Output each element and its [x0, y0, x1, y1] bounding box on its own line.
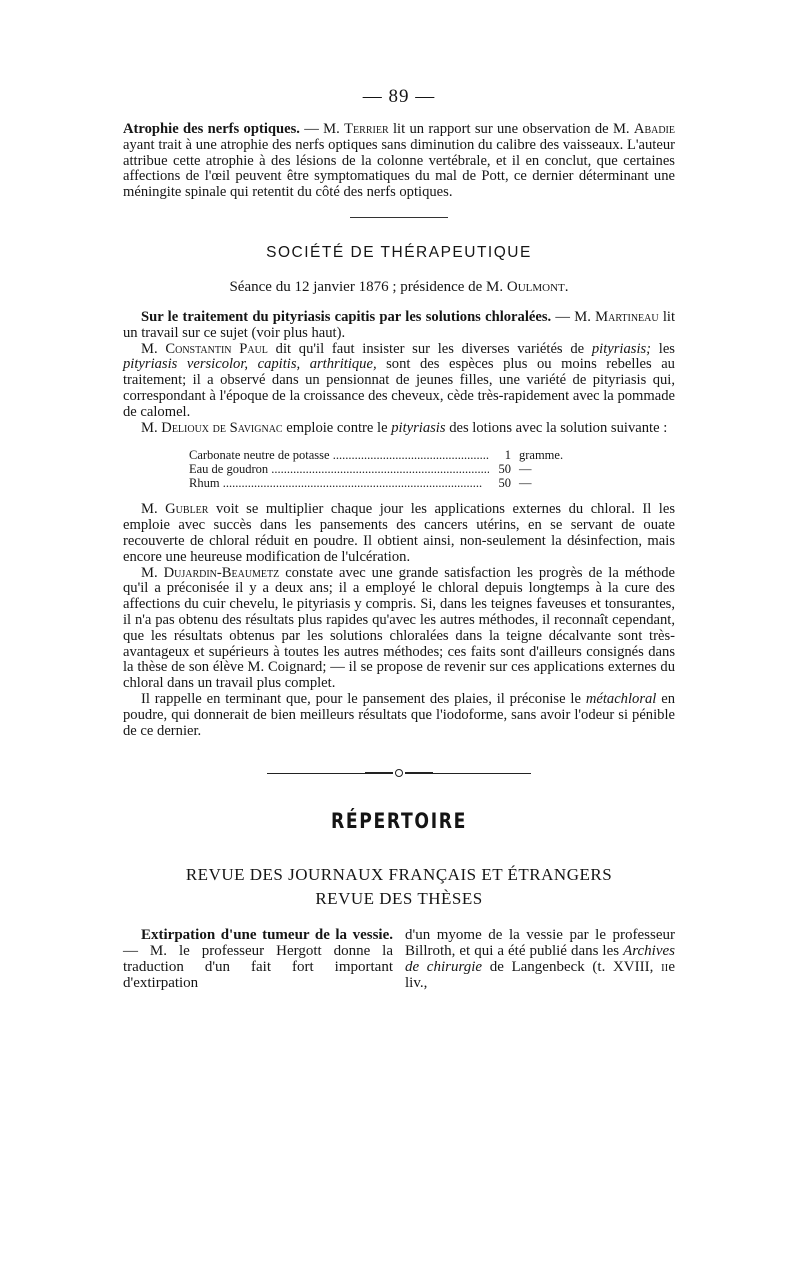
delioux-text-b: des lotions avec la solution suivante :	[445, 419, 668, 436]
author-gubler: Gubler	[165, 501, 209, 518]
constantin-paragraph	[123, 342, 675, 421]
extirpation-paragraph	[123, 927, 393, 991]
page	[123, 86, 675, 991]
recipe-qty: 50	[498, 476, 511, 491]
delioux-text-a: emploie contre le	[282, 419, 392, 436]
dujardin-text: constate avec une grande satisfaction les progrès de la méthode qu'il a préconisée il y a deux ans; il a employé le chloral depuis longtemps à la cure des affections du cuir chevelu, le pityriasis y compris. Si, dans les teignes faveuses et tonsurantes, il n'a pas obtenu des résultats plus rapides qu'avec les autres méthodes, il reconnaît cependant, que les résultats obtenus par les solutions chloralées dans la teigne décalvante sont très-avantageux et supérieurs à toutes les autres méthodes; ces faits sont d'ailleurs consignés dans la thèse de son élève M. Coignard; — il se propose de revenir sur ces applications externes du chloral dans un travail plus complet.	[123, 564, 675, 692]
ornament-circle	[395, 769, 403, 777]
dujardin-m: M.	[141, 564, 164, 581]
revue-journaux-heading: REVUE DES JOURNAUX FRANÇAIS ET ÉTRANGERS	[185, 865, 613, 885]
two-column-section	[123, 927, 675, 991]
extirpation-continued	[405, 927, 675, 991]
extirpation-text: — M. le professeur Hergott donne la traduction d'un fait fort important d'extirpation	[123, 943, 393, 992]
extirpation-col2-italic: Archives de chirurgie	[405, 943, 675, 976]
constantin-m: M.	[141, 340, 166, 357]
recipe-unit: gramme.	[519, 448, 564, 463]
pityriasis-text: lit un travail sur ce sujet (voir plus haut).	[123, 308, 676, 341]
ornament-swell-right	[405, 772, 433, 774]
revue-theses-heading: REVUE DES THÈSES	[315, 889, 483, 909]
author-martineau: Martineau	[595, 308, 659, 325]
recipe-unit: —	[519, 462, 532, 477]
page-number: — 89 —	[362, 86, 436, 107]
pityriasis-title: Sur le traitement du pityriasis capitis par les solutions chloralées.	[141, 308, 552, 325]
constantin-italic-2: pityriasis versicolor, capitis, arthritique,	[123, 356, 377, 373]
atrophie-title: Atrophie des nerfs optiques.	[123, 121, 300, 137]
constantin-text-a: dit qu'il faut insister sur les diverses variétés de	[267, 340, 592, 357]
president-name: Oulmont	[506, 278, 565, 295]
pityriasis-paragraph	[123, 310, 675, 342]
society-title: SOCIÉTÉ DE THÉRAPEUTIQUE	[266, 243, 532, 261]
gubler-text: voit se multiplier chaque jour les applications externes du chloral. Il les emploie avec succès dans les pansements des cancers utérins, en se servant de ouate recouverte de chloral réduit en poudre. Il obtient ainsi, non-seulement la désinfection, mais encore une heureuse modification de l'ulcération.	[123, 501, 675, 565]
recipe-item: Eau de goudron .....	[189, 462, 489, 476]
recipe-table	[189, 448, 675, 490]
column-left	[123, 927, 393, 991]
dujardin-p2-italic: métachloral	[585, 690, 657, 707]
extirpation-col2-roman: ii	[661, 959, 669, 976]
atrophie-text-1: lit un rapport sur une observation de M.	[388, 121, 634, 137]
recipe-row	[189, 448, 675, 462]
extirpation-title: Extirpation d'une tumeur de la vessie.	[141, 927, 393, 944]
extirpation-col2-text-a: d'un myome de la vessie par le professeur Billroth, et qui a été publié dans les	[405, 927, 675, 960]
seance-text: Séance du 12 janvier 1876 ; présidence de M.	[229, 278, 507, 295]
dujardin-paragraph-2	[123, 692, 675, 739]
ornament-line-left	[267, 773, 365, 774]
section-divider	[350, 217, 448, 218]
repertoire-heading: RÉPERTOIRE	[330, 809, 468, 834]
dujardin-p2-text-b: en poudre, qui donnerait de bien meilleurs résultats que l'iodoforme, sans avoir l'odeur si pénible de ce dernier.	[123, 690, 675, 739]
constantin-text-c: sont des espèces plus ou moins rebelles au traitement; il a observé dans un pensionnat de jeunes filles, une variété de pityriasis qui, correspondant à l'époque de la croissance des cheveux, cède très-rapidement avec la pommade de calomel.	[123, 356, 675, 420]
atrophie-text-2: ayant trait à une atrophie des nerfs optiques sans diminution du calibre des vaisseaux. L'auteur attribue cette atrophie à des lésions de la colonne vertébrale, et il en conclut, que certaines affections de l'œil peuvent être symptomatiques du mal de Pott, ce dernier déterminant une méningite spinale qui retentit du côté des nerfs optiques.	[123, 136, 675, 201]
dujardin-paragraph	[123, 566, 675, 692]
seance-line	[123, 279, 675, 296]
gubler-paragraph	[123, 502, 675, 565]
recipe-qty: 1	[504, 448, 511, 463]
recipe-row	[189, 462, 675, 476]
seance-end: .	[564, 278, 569, 295]
ornament-swell-left	[365, 772, 393, 774]
author-dujardin-beaumetz: Dujardin-Beaumetz	[163, 564, 280, 581]
author-delioux: Delioux de Savignac	[161, 419, 283, 436]
recipe-row	[189, 476, 675, 490]
author-constantin-paul: Constantin Paul	[165, 340, 268, 357]
recipe-unit: —	[519, 476, 532, 491]
dujardin-p2-text-a: Il rappelle en terminant que, pour le pansement des plaies, il préconise le	[141, 690, 586, 707]
extirpation-col2-text-c: e liv.,	[405, 959, 675, 992]
ornament-line-right	[433, 773, 531, 774]
recipe-qty: 50	[498, 462, 511, 477]
column-right	[405, 927, 675, 991]
atrophie-paragraph	[123, 122, 675, 201]
gubler-m: M.	[141, 501, 166, 518]
ornament-divider	[123, 769, 675, 777]
author-terrier: Terrier	[344, 121, 389, 137]
constantin-italic-1: pityriasis;	[591, 340, 652, 357]
pityriasis-dash: — M.	[551, 308, 596, 325]
recipe-item: Carbonate neutre de potasse .....	[189, 448, 489, 462]
author-abadie: Abadie	[633, 121, 675, 137]
extirpation-col2-text-b: de Langenbeck (t. XVIII,	[482, 959, 661, 976]
delioux-italic: pityriasis	[391, 419, 446, 436]
atrophie-dash: — M.	[299, 121, 345, 137]
constantin-text-b: les	[651, 340, 675, 357]
recipe-item: Rhum .....	[189, 476, 489, 490]
delioux-m: M.	[141, 419, 162, 436]
delioux-paragraph	[123, 421, 675, 437]
